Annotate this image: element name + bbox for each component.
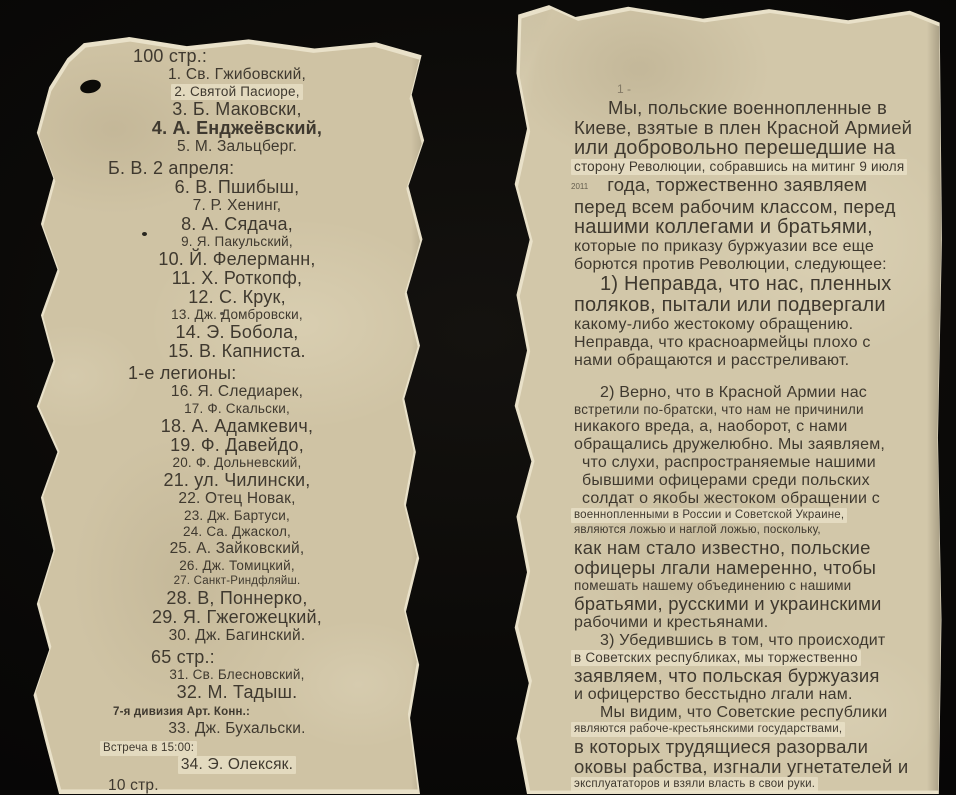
- line-text: 2. Святой Пасиоре,: [171, 84, 302, 100]
- list-line: [86, 159, 388, 178]
- text-line: [571, 436, 929, 454]
- line-text: перед всем рабочим классом, перед: [574, 196, 896, 217]
- line-text: 100 стр.:: [133, 46, 208, 66]
- text-line: [571, 650, 929, 666]
- list-line: [86, 250, 388, 269]
- line-text: офицеры лгали намеренно, чтобы: [574, 557, 877, 578]
- text-line: [571, 175, 929, 197]
- text-line: [571, 558, 929, 578]
- line-text: 10. Й. Фелерманн,: [158, 249, 316, 269]
- line-text: нашими коллегами и братьями,: [574, 216, 873, 238]
- line-text: 30. Дж. Багинский.: [168, 627, 306, 644]
- text-line: [571, 508, 929, 523]
- line-text: никакого вреда, а, наоборот, с нами: [574, 418, 848, 435]
- line-text: или добровольно перешедшие на: [574, 137, 896, 159]
- line-text: Встреча в 15:00:: [100, 741, 197, 756]
- line-text: 2) Верно, что в Красной Армии нас: [600, 384, 867, 401]
- text-line: [571, 666, 929, 686]
- line-text: военнопленными в России и Советской Украине,: [571, 508, 847, 523]
- line-text: какому-либо жестокому обращению.: [574, 316, 854, 333]
- list-line: [86, 417, 388, 436]
- text-line: [571, 594, 929, 614]
- line-text: 32. М. Тадыш.: [176, 682, 298, 702]
- line-text: 31. Св. Блесновский,: [169, 667, 305, 682]
- line-text: 12. С. Крук,: [188, 287, 286, 307]
- list-line: [86, 683, 388, 702]
- text-line: [571, 402, 929, 418]
- text-line: [571, 256, 929, 274]
- list-line: [86, 215, 388, 234]
- line-text: 28. В, Поннерко,: [166, 588, 308, 608]
- list-line: [86, 364, 388, 383]
- line-text: 13. Дж. Домбровски,: [171, 307, 303, 322]
- list-line: [86, 627, 388, 645]
- text-line: [571, 334, 929, 352]
- list-line: [86, 47, 388, 66]
- list-line: [86, 383, 388, 401]
- line-text: Б. В. 2 апреля:: [108, 158, 235, 178]
- text-line: [571, 614, 929, 632]
- list-line: [86, 490, 388, 508]
- list-line: [86, 558, 388, 574]
- list-line: [86, 720, 388, 738]
- text-line: [571, 352, 929, 370]
- line-text: борются против Революции, следующее:: [574, 256, 887, 273]
- faint-page-mark: 1 -: [617, 82, 632, 96]
- line-text: 7. Р. Хенинг,: [192, 197, 282, 214]
- list-line: [86, 197, 388, 215]
- text-line: [571, 316, 929, 334]
- list-line: [86, 589, 388, 608]
- declaration-text: [571, 98, 929, 792]
- list-line: [86, 608, 388, 627]
- line-text: 18. А. Адамкевич,: [160, 416, 314, 436]
- text-line: [571, 418, 929, 436]
- list-line: [86, 288, 388, 307]
- line-text: 3. Б. Маковски,: [172, 99, 302, 119]
- line-text: Неправда, что красноармейцы плохо с: [574, 334, 871, 351]
- line-text: 21. ул. Чилински,: [163, 470, 311, 490]
- line-text: 22. Отец Новак,: [178, 490, 296, 507]
- list-line: [86, 269, 388, 288]
- text-line: [571, 159, 929, 175]
- list-line: [86, 138, 388, 156]
- line-text: 25. А. Зайковский,: [169, 540, 305, 557]
- line-text: встретили по-братски, что нам не причинили: [574, 402, 864, 417]
- line-text: сторону Революции, собравшись на митинг 9 июля: [571, 159, 907, 175]
- list-line: [86, 234, 388, 250]
- line-text: и офицерство бесстыдно лгали нам.: [574, 686, 853, 703]
- line-text: 65 стр.:: [151, 647, 215, 667]
- line-text: 16. Я. Следиарек,: [170, 383, 304, 400]
- line-text: 34. Э. Олексяк.: [178, 756, 296, 774]
- list-line: [86, 540, 388, 558]
- list-line: [86, 648, 388, 667]
- line-text: в которых трудящиеся разорвали: [574, 736, 869, 757]
- list-line: [86, 119, 388, 138]
- line-text: 15. В. Капниста.: [168, 341, 306, 361]
- line-text: 26. Дж. Томицкий,: [179, 558, 295, 573]
- list-line: [86, 471, 388, 490]
- list-line: [86, 741, 388, 756]
- tiny-ocr-artifact: 2011: [571, 182, 589, 191]
- text-line: [571, 722, 929, 737]
- list-line: [86, 342, 388, 361]
- line-text: рабочими и крестьянами.: [574, 614, 769, 631]
- text-line: [571, 632, 929, 650]
- line-text: оковы рабства, изгнали угнетателей и: [574, 756, 909, 777]
- line-text: Мы видим, что Советские республики: [600, 704, 888, 721]
- line-text: являются ложью и наглой ложью, поскольку,: [574, 524, 821, 536]
- line-text: поляков, пытали или подвергали: [574, 294, 886, 316]
- line-text: 23. Дж. Бартуси,: [184, 508, 290, 523]
- list-line: [86, 756, 388, 774]
- line-text: 1. Св. Гжибовский,: [167, 66, 306, 83]
- text-line: [571, 757, 929, 777]
- line-text: обращались дружелюбно. Мы заявляем,: [574, 436, 886, 453]
- line-text: помешать нашему объединению с нашими: [574, 578, 852, 593]
- line-text: 3) Убедившись в том, что происходит: [600, 632, 886, 649]
- line-text: 14. Э. Бобола,: [175, 322, 299, 342]
- line-text: 4. А. Енджеёвский,: [151, 118, 323, 138]
- list-line: [86, 100, 388, 119]
- list-line: [86, 323, 388, 342]
- line-text: 33. Дж. Бухальски.: [168, 720, 306, 737]
- text-line: [571, 217, 929, 238]
- line-text: что слухи, распространяемые нашими: [582, 454, 876, 471]
- list-line: [86, 66, 388, 84]
- text-line: [571, 238, 929, 256]
- text-line: [571, 138, 929, 159]
- line-text: Киеве, взятые в плен Красной Армией: [574, 117, 913, 138]
- text-line: [571, 384, 929, 402]
- line-text: 27. Санкт-Риндфляйш.: [173, 575, 301, 587]
- line-text: 1) Неправда, что нас, пленных: [600, 273, 892, 295]
- line-text: как нам стало известно, польские: [574, 537, 871, 558]
- line-text: являются рабоче-крестьянскими государствами,: [571, 722, 845, 737]
- text-line: [571, 578, 929, 594]
- list-line: [86, 667, 388, 683]
- left-page: [22, 34, 434, 794]
- text-line: [571, 523, 929, 538]
- line-text: года, торжественно заявляем: [607, 174, 868, 195]
- line-text: 9. Я. Пакульский,: [181, 234, 293, 249]
- right-page: [505, 2, 945, 794]
- list-line: [86, 307, 388, 323]
- list-line: [86, 436, 388, 455]
- list-line: [86, 455, 388, 471]
- list-line: [86, 524, 388, 540]
- list-line: [86, 178, 388, 197]
- line-text: 11. Х. Роткопф,: [171, 268, 303, 288]
- line-text: эксплуататоров и взяли власть в свои руки.: [571, 777, 818, 792]
- line-text: 7-я дивизия Арт. Конн.:: [113, 706, 251, 718]
- line-text: Мы, польские военнопленные в: [608, 97, 888, 118]
- line-text: нами обращаются и расстреливают.: [574, 352, 850, 369]
- text-line: [571, 118, 929, 138]
- name-list: [86, 44, 388, 795]
- list-line: [86, 401, 388, 417]
- line-text: 24. Са. Джаскол,: [183, 524, 291, 539]
- text-line: [571, 472, 929, 490]
- text-line: [571, 490, 929, 508]
- line-text: 10 стр.: [108, 777, 159, 794]
- line-text: заявляем, что польская буржуазия: [574, 665, 880, 686]
- text-line: [571, 98, 929, 118]
- list-line: [86, 508, 388, 524]
- text-line: [571, 538, 929, 558]
- list-line: [86, 84, 388, 100]
- line-text: которые по приказу буржуазии все еще: [574, 238, 874, 255]
- line-text: 29. Я. Гжегожецкий,: [152, 607, 322, 627]
- list-line: [86, 574, 388, 589]
- text-line: [571, 704, 929, 722]
- line-text: братьями, русскими и украинскими: [574, 593, 882, 614]
- line-text: 6. В. Пшибыш,: [174, 177, 300, 197]
- line-text: 5. М. Зальцберг.: [177, 138, 297, 155]
- line-text: 19. Ф. Давейдо,: [170, 435, 304, 455]
- text-line: [571, 197, 929, 217]
- line-text: 1-е легионы:: [128, 363, 237, 383]
- text-line: [571, 737, 929, 757]
- line-text: 20. Ф. Дольневский,: [172, 455, 302, 470]
- list-line: [86, 777, 388, 795]
- line-text: 8. А. Сядача,: [181, 214, 293, 234]
- line-text: бывшими офицерами среди польских: [582, 472, 870, 489]
- line-text: 17. Ф. Скальски,: [184, 401, 290, 416]
- line-text: в Советских республиках, мы торжественно: [571, 650, 861, 666]
- text-line: [571, 295, 929, 316]
- text-line: [571, 274, 929, 295]
- text-line: [571, 686, 929, 704]
- text-line: [571, 454, 929, 472]
- line-text: солдат о якобы жестоком обращении с: [582, 490, 880, 507]
- list-line: [86, 705, 388, 720]
